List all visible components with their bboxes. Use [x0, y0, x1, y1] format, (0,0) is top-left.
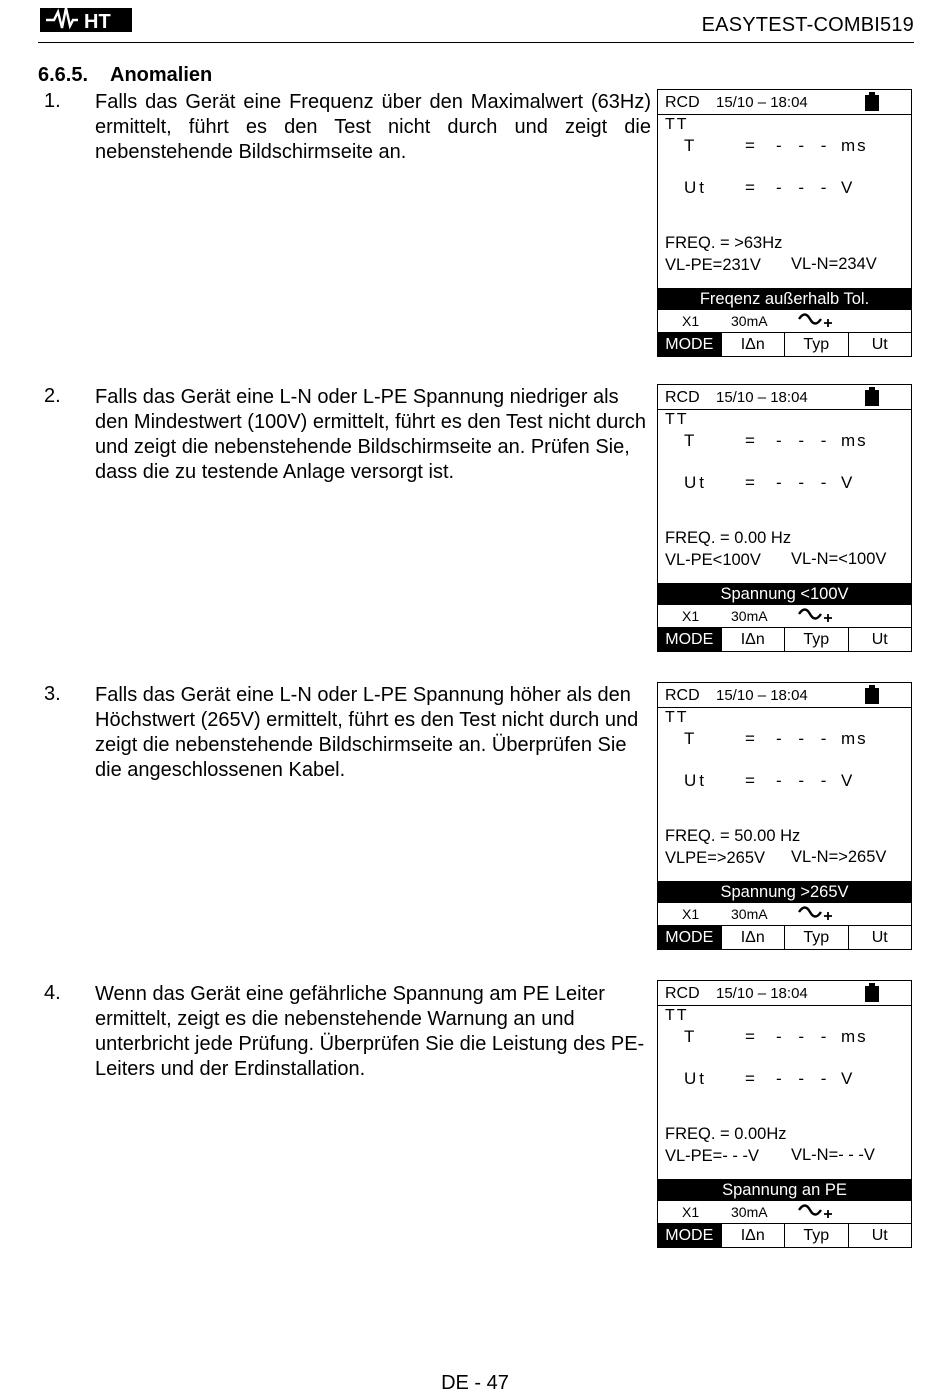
ut-equals: = — [745, 178, 755, 197]
item-text: Falls das Gerät eine L-N oder L-PE Spannung niedriger als den Mindestwert (100V) ermittelt, führt es den Test nicht durch und zeigt die nebenstehende Bildschirmseite an. Prüfen Sie, dass die zu testende Anlage versorgt ist. — [95, 386, 647, 483]
ut-value: - - - — [776, 1069, 833, 1088]
instrument-screen — [657, 89, 912, 357]
screen-softkeys — [658, 926, 911, 950]
screen-frequency: FREQ. = 50.00 Hz — [665, 827, 801, 845]
screen-vlpe: VLPE=>265V — [665, 849, 765, 867]
screen-datetime: 15/10 – 18:04 — [716, 94, 808, 111]
t-label: T — [684, 729, 698, 748]
softkey-idn: IΔn — [721, 926, 785, 950]
ut-label: Ut — [684, 178, 707, 197]
t-label: T — [684, 1027, 698, 1046]
screen-params — [658, 310, 911, 333]
screen-vln: VL-N=234V — [791, 255, 877, 273]
softkey-ut: Ut — [848, 628, 912, 652]
t-label: T — [684, 431, 698, 450]
screen-test-type: TT — [665, 709, 689, 726]
ht-logo — [40, 4, 132, 34]
screen-frequency: FREQ. = >63Hz — [665, 234, 783, 252]
t-value: - - - — [776, 729, 833, 748]
page-header — [38, 0, 914, 43]
rated-current: 30mA — [731, 313, 768, 329]
ut-unit: V — [841, 771, 855, 790]
screen-datetime: 15/10 – 18:04 — [716, 985, 808, 1002]
ut-unit: V — [841, 1069, 855, 1088]
t-unit: ms — [841, 729, 868, 748]
softkey-typ: Typ — [784, 333, 848, 357]
t-equals: = — [745, 136, 755, 155]
softkey-ut: Ut — [848, 926, 912, 950]
t-unit: ms — [841, 1027, 868, 1046]
screen-frequency: FREQ. = 0.00Hz — [665, 1125, 787, 1143]
item-text: Falls das Gerät eine L-N oder L-PE Spannung höher als den Höchstwert (265V) ermittelt, führt es den Test nicht durch und zeigt die nebenstehende Bildschirmseite an. Überprüfen Sie die angeschlossenen Kabel. — [95, 684, 639, 781]
ut-equals: = — [745, 473, 755, 492]
softkey-idn: IΔn — [721, 628, 785, 652]
t-equals: = — [745, 1027, 755, 1046]
softkey-mode: MODE — [658, 628, 721, 652]
screen-softkeys — [658, 1224, 911, 1248]
item-number: 2. — [44, 385, 61, 407]
ac-wave-plus-icon — [796, 1201, 836, 1223]
screen-mode: RCD — [665, 94, 700, 111]
ut-unit: V — [841, 473, 855, 492]
screen-error-message: Freqenz außerhalb Tol. — [658, 288, 911, 310]
softkey-idn: IΔn — [721, 333, 785, 357]
screen-vln: VL-N=- - -V — [791, 1146, 875, 1164]
t-value: - - - — [776, 136, 833, 155]
multiplier: X1 — [682, 608, 700, 624]
instrument-screen — [657, 980, 912, 1248]
screen-frequency: FREQ. = 0.00 Hz — [665, 529, 792, 547]
softkey-ut: Ut — [848, 333, 912, 357]
item-number: 4. — [44, 982, 61, 1004]
item-text: Wenn das Gerät eine gefährliche Spannung am PE Leiter ermittelt, zeigt es die nebenstehende Warnung an und unterbricht jede Prüfung. Überprüfen Sie die Leistung des PE-Leiters und der Erdinstallation. — [95, 983, 645, 1080]
screen-vln: VL-N=<100V — [791, 550, 887, 568]
softkey-ut: Ut — [848, 1224, 912, 1248]
multiplier: X1 — [682, 313, 700, 329]
rated-current: 30mA — [731, 608, 768, 624]
battery-icon — [865, 983, 879, 1002]
instrument-screen — [657, 384, 912, 652]
screen-params — [658, 1201, 911, 1224]
screen-params — [658, 903, 911, 926]
battery-icon — [865, 387, 879, 406]
section-number: 6.6.5. — [38, 64, 89, 86]
t-value: - - - — [776, 431, 833, 450]
ut-unit: V — [841, 178, 855, 197]
battery-icon — [865, 685, 879, 704]
t-value: - - - — [776, 1027, 833, 1046]
screen-vlpe: VL-PE=231V — [665, 256, 761, 274]
screen-datetime: 15/10 – 18:04 — [716, 389, 808, 406]
softkey-mode: MODE — [658, 926, 721, 950]
screen-softkeys — [658, 628, 911, 652]
screen-datetime: 15/10 – 18:04 — [716, 687, 808, 704]
screen-status-bar — [658, 385, 911, 410]
rated-current: 30mA — [731, 1204, 768, 1220]
battery-icon — [865, 92, 879, 111]
ut-equals: = — [745, 1069, 755, 1088]
softkey-typ: Typ — [784, 1224, 848, 1248]
screen-params — [658, 605, 911, 628]
instrument-screen — [657, 682, 912, 950]
item-number: 3. — [44, 683, 61, 705]
t-unit: ms — [841, 431, 868, 450]
ut-equals: = — [745, 771, 755, 790]
screen-softkeys — [658, 333, 911, 357]
section-heading — [38, 64, 212, 87]
screen-mode: RCD — [665, 985, 700, 1002]
multiplier: X1 — [682, 906, 700, 922]
t-unit: ms — [841, 136, 868, 155]
page-number: DE - 47 — [441, 1372, 509, 1394]
screen-status-bar — [658, 683, 911, 708]
ut-value: - - - — [776, 473, 833, 492]
softkey-mode: MODE — [658, 333, 721, 357]
item-text: Falls das Gerät eine Frequenz über den Maximalwert (63Hz) ermittelt, führt es den Test nicht durch und zeigt die nebenstehende Bildschirmseite an. — [95, 91, 651, 163]
screen-error-message: Spannung an PE — [658, 1179, 911, 1201]
screen-vlpe: VL-PE<100V — [665, 551, 761, 569]
softkey-mode: MODE — [658, 1224, 721, 1248]
ut-value: - - - — [776, 178, 833, 197]
ut-label: Ut — [684, 771, 707, 790]
ac-wave-plus-icon — [796, 903, 836, 925]
multiplier: X1 — [682, 1204, 700, 1220]
t-equals: = — [745, 729, 755, 748]
softkey-typ: Typ — [784, 628, 848, 652]
ac-wave-plus-icon — [796, 310, 836, 332]
screen-error-message: Spannung <100V — [658, 583, 911, 605]
section-title: Anomalien — [110, 64, 213, 86]
screen-test-type: TT — [665, 411, 689, 428]
screen-status-bar — [658, 981, 911, 1006]
t-label: T — [684, 136, 698, 155]
screen-mode: RCD — [665, 389, 700, 406]
ut-label: Ut — [684, 473, 707, 492]
screen-mode: RCD — [665, 687, 700, 704]
item-number: 1. — [44, 90, 61, 112]
ut-label: Ut — [684, 1069, 707, 1088]
screen-test-type: TT — [665, 116, 689, 133]
model-name: EASYTEST-COMBI519 — [701, 14, 914, 36]
ut-value: - - - — [776, 771, 833, 790]
screen-vlpe: VL-PE=- - -V — [665, 1147, 759, 1165]
rated-current: 30mA — [731, 906, 768, 922]
softkey-typ: Typ — [784, 926, 848, 950]
screen-test-type: TT — [665, 1007, 689, 1024]
brand-text: HT — [84, 11, 111, 33]
softkey-idn: IΔn — [721, 1224, 785, 1248]
t-equals: = — [745, 431, 755, 450]
screen-error-message: Spannung >265V — [658, 881, 911, 903]
screen-vln: VL-N=>265V — [791, 848, 887, 866]
screen-status-bar — [658, 90, 911, 115]
ac-wave-plus-icon — [796, 605, 836, 627]
